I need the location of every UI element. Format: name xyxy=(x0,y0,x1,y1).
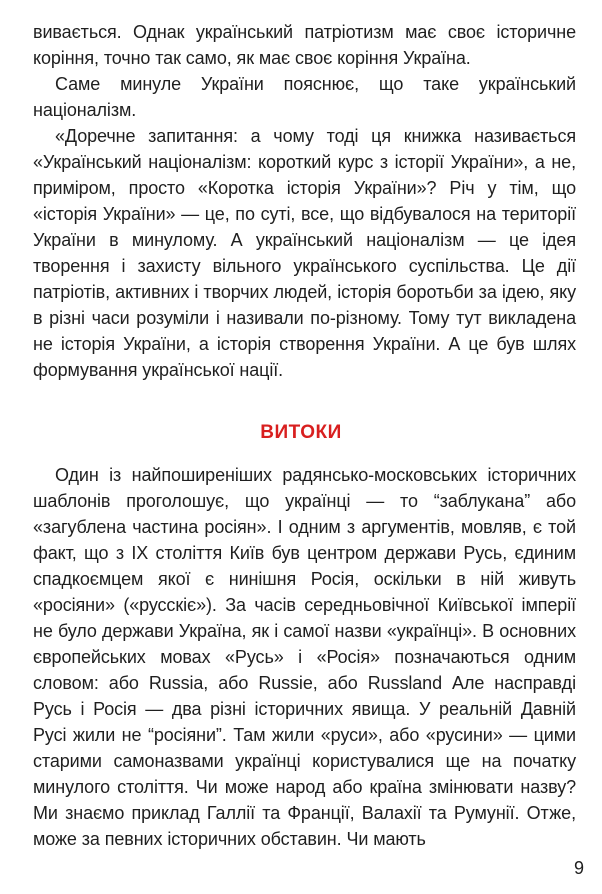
paragraph-continuation: вивається. Однак український патріотизм має своє історичне коріння, точно так само, як має своє коріння Україна. xyxy=(33,22,576,68)
paragraph-origins: Один із найпоширеніших радянсько-московських історичних шаблонів проголошує, що українці — то “заблукана” або «загублена частина росіян». І одним з аргументів, мовляв, є той факт, що з IX століття Київ був центром держави Русь, єдиним спадкоємцем якої є нинішня Росія, оскільки в ній живуть «росіяни» («русскіє»). За часів середньовічної Київської імперії не було держави Україна, як і самої назви «українці». В основних європейських мовах «Русь» і «Росія» позначаються одним словом: або Russia, або Russie, або Russland Але насправді Русь і Росія — два різні історичних явища. У реальній Давній Русі жили не “росіяни”. Там жили «руси», або «русини» — цими старими самоназвами українці користувалися ще на початку минулого століття. Чи може народ або країна змінювати назву? Ми знаємо приклад Галлії та Франції, Валахії та Румунії. Отже, може за певних історичних обставин. Чи мають xyxy=(33,465,576,849)
page-number: 9 xyxy=(573,858,584,878)
paragraph-quote: «Доречне запитання: а чому тоді ця книжка називається «Український націоналізм: короткий курс з історії України», а не, приміром, просто «Коротка історія України»? Річ у тім, що «історія України» — це, по суті, все, що відбувалося на території України в минулому. А український націоналізм — це ідея творення і захисту вільного українського суспільства. Це дії патріотів, активних і творчих людей, історія боротьби за ідею, яку в різні часи розуміли і називали по-різному. Тому тут викладена не історія України, а історія створення України. А це був шлях формування української нації. xyxy=(33,126,576,380)
section-heading: ВИТОКИ xyxy=(260,422,342,443)
paragraph-past-explains: Саме минуле України пояснює, що таке український націоналізм. xyxy=(33,74,576,120)
